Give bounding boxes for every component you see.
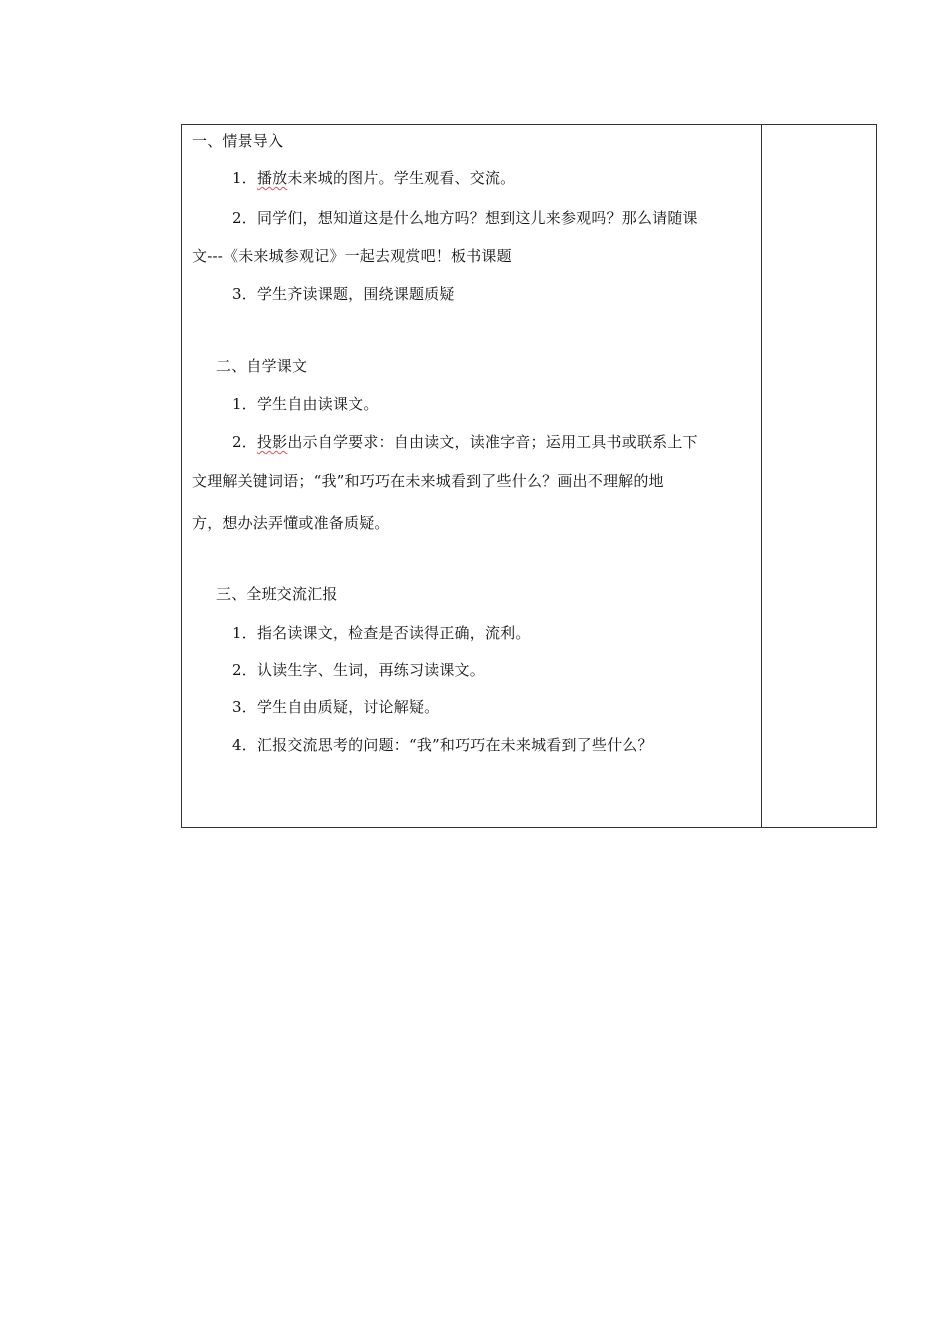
list-item-1-2-line2: 文---《未来城参观记》一起去观赏吧！板书课题 [192, 247, 512, 265]
list-item-3-2: 2．认读生字、生词，再练习读课文。 [232, 661, 485, 679]
notes-cell [762, 125, 876, 827]
list-item-1-3: 3．学生齐读课题，围绕课题质疑 [232, 285, 455, 303]
list-item-2-2-line3: 方，想办法弄懂或准备质疑。 [192, 514, 390, 532]
list-item-3-3: 3．学生自由质疑，讨论解疑。 [232, 698, 440, 716]
section-heading-3: 三、全班交流汇报 [216, 585, 338, 603]
list-item-3-4: 4．汇报交流思考的问题：“我”和巧巧在未来城看到了些什么？ [232, 736, 653, 754]
list-item-2-2-line2: 文理解关键词语；“我”和巧巧在未来城看到了些什么？画出不理解的地 [192, 472, 664, 490]
list-item-1-1: 1．播放未来城的图片。学生观看、交流。 [232, 169, 516, 187]
teaching-process-cell [182, 125, 762, 827]
lesson-plan-table [181, 124, 877, 828]
list-item-2-1: 1．学生自由读课文。 [232, 395, 379, 413]
list-item-3-1: 1．指名读课文，检查是否读得正确，流利。 [232, 624, 531, 642]
section-heading-1: 一、情景导入 [192, 132, 284, 150]
list-item-2-2-line1: 2．投影出示自学要求：自由读文，读准字音；运用工具书或联系上下 [232, 433, 698, 451]
section-heading-2: 二、自学课文 [216, 357, 308, 375]
list-item-1-2-line1: 2．同学们，想知道这是什么地方吗？想到这儿来参观吗？那么请随课 [232, 209, 698, 227]
